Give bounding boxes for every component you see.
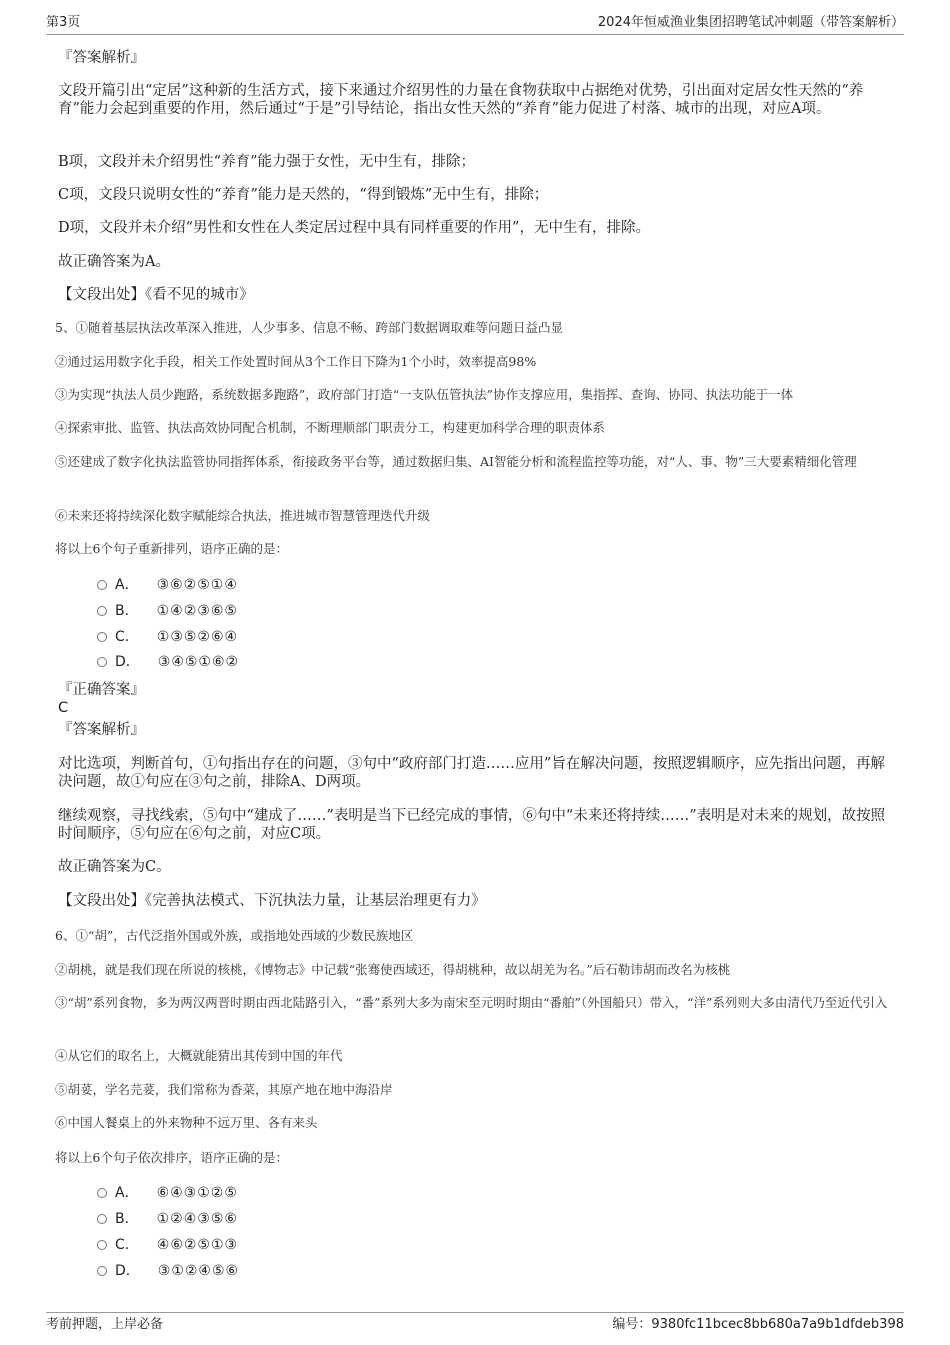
option-a[interactable]: A． ⑥④③①②⑤ — [97, 1183, 238, 1203]
radio-icon[interactable] — [97, 1214, 107, 1224]
radio-icon[interactable] — [97, 632, 107, 642]
analysis-paragraph: 文段开篇引出“定居”这种新的生活方式，接下来通过介绍男性的力量在食物获取中占据绝对优势，引出面对定居女性天然的“养育”能力会起到重要的作用，然后通过“于是”引导结论，指出女性天然的“养育”能力促进了村落、城市的出现，对应A项。 — [58, 83, 864, 117]
footer-slogan: 考前押题，上岸必备 — [46, 1317, 164, 1332]
question-sentence: ②胡桃，就是我们现在所说的核桃，《博物志》中记载“张骞使西域还，得胡桃种，故以胡羌为名。”后石勒讳胡而改名为核桃 — [55, 962, 731, 977]
correct-answer-statement: 故正确答案为A。 — [58, 254, 170, 270]
document-title: 2024年恒威渔业集团招聘笔试冲刺题（带答案解析） — [597, 15, 904, 30]
option-a[interactable]: A． ③⑥②⑤①④ — [97, 575, 238, 595]
radio-icon[interactable] — [97, 1240, 107, 1250]
page-footer — [46, 1312, 904, 1335]
option-d[interactable]: D． ③①②④⑤⑥ — [97, 1261, 239, 1281]
option-b[interactable]: B． ①④②③⑥⑤ — [97, 601, 238, 621]
analysis-paragraph: 对比选项，判断首句，①句指出存在的问题，③句中“政府部门打造……应用”旨在解决问题，按照逻辑顺序，应先指出问题，再解决问题，故①句应在③句之前，排除A、D两项。 — [58, 756, 885, 790]
question-prompt: 将以上6个句子依次排序，语序正确的是： — [55, 1150, 288, 1165]
analysis-heading: 『答案解析』 — [58, 722, 145, 738]
question-sentence: ⑤还建成了数字化执法监管协同指挥体系，衔接政务平台等，通过数据归集、AI智能分析和流程监控等功能，对“人、事、物”三大要素精细化管理 — [55, 454, 857, 469]
question-sentence: 5、①随着基层执法改革深入推进，人少事多、信息不畅、跨部门数据调取难等问题日益凸显 — [55, 320, 563, 335]
option-b[interactable]: B． ①②④③⑤⑥ — [97, 1209, 238, 1229]
question-sentence: 6、①“胡”，古代泛指外国或外族，或指地处西域的少数民族地区 — [55, 928, 414, 943]
option-d[interactable]: D． ③④⑤①⑥② — [97, 652, 239, 672]
question-sentence: ⑥未来还将持续深化数字赋能综合执法，推进城市智慧管理迭代升级 — [55, 508, 431, 523]
source-citation: 【文段出处】《看不见的城市》 — [58, 287, 254, 303]
question-sentence: ⑥中国人餐桌上的外来物种不远万里、各有来头 — [55, 1115, 318, 1130]
radio-icon[interactable] — [97, 657, 107, 667]
page-header — [46, 14, 904, 35]
analysis-paragraph: C项，文段只说明女性的“养育”能力是天然的，“得到锻炼”无中生有，排除； — [58, 187, 549, 203]
question-sentence: ④从它们的取名上，大概就能猜出其传到中国的年代 — [55, 1048, 343, 1063]
question-sentence: ④探索审批、监管、执法高效协同配合机制，不断理顺部门职责分工，构建更加科学合理的职责体系 — [55, 420, 606, 435]
answer-heading: 『正确答案』 — [58, 682, 145, 698]
analysis-paragraph: B项，文段并未介绍男性“养育”能力强于女性，无中生有，排除； — [58, 154, 475, 170]
question-sentence: ⑤胡荽，学名芫荽，我们常称为香菜，其原产地在地中海沿岸 — [55, 1082, 393, 1097]
radio-icon[interactable] — [97, 606, 107, 616]
question-sentence: ②通过运用数字化手段，相关工作处置时间从3个工作日下降为1个小时，效率提高98% — [55, 354, 537, 369]
question-prompt: 将以上6个句子重新排列，语序正确的是： — [55, 541, 288, 556]
radio-icon[interactable] — [97, 580, 107, 590]
option-c[interactable]: C． ④⑥②⑤①③ — [97, 1235, 238, 1255]
page-number: 第3页 — [46, 15, 81, 30]
source-citation: 【文段出处】《完善执法模式、下沉执法力量，让基层治理更有力》 — [58, 893, 486, 909]
radio-icon[interactable] — [97, 1188, 107, 1198]
analysis-paragraph: 继续观察，寻找线索，⑤句中“建成了……”表明是当下已经完成的事情，⑥句中“未来还将持续……”表明是对未来的规划，故按照时间顺序，⑤句应在⑥句之前，对应C项。 — [58, 808, 886, 842]
option-c[interactable]: C． ①③⑤②⑥④ — [97, 627, 238, 647]
document-id: 编号：9380fc11bcec8bb680a7a9b1dfdeb398 — [612, 1317, 904, 1332]
analysis-paragraph: D项，文段并未介绍“男性和女性在人类定居过程中具有同样重要的作用”，无中生有，排除。 — [58, 220, 650, 236]
question-sentence: ③“胡”系列食物，多为两汉两晋时期由西北陆路引入，“番”系列大多为南宋至元明时期由“番舶”（外国船只）带入，“洋”系列则大多由清代乃至近代引入 — [55, 995, 888, 1010]
radio-icon[interactable] — [97, 1266, 107, 1276]
correct-answer: C — [58, 700, 69, 716]
question-sentence: ③为实现“执法人员少跑路，系统数据多跑路”，政府部门打造“一支队伍管执法”协作支撑应用，集指挥、查询、协同、执法功能于一体 — [55, 387, 794, 402]
correct-answer-statement: 故正确答案为C。 — [58, 859, 171, 875]
analysis-heading: 『答案解析』 — [58, 50, 145, 66]
